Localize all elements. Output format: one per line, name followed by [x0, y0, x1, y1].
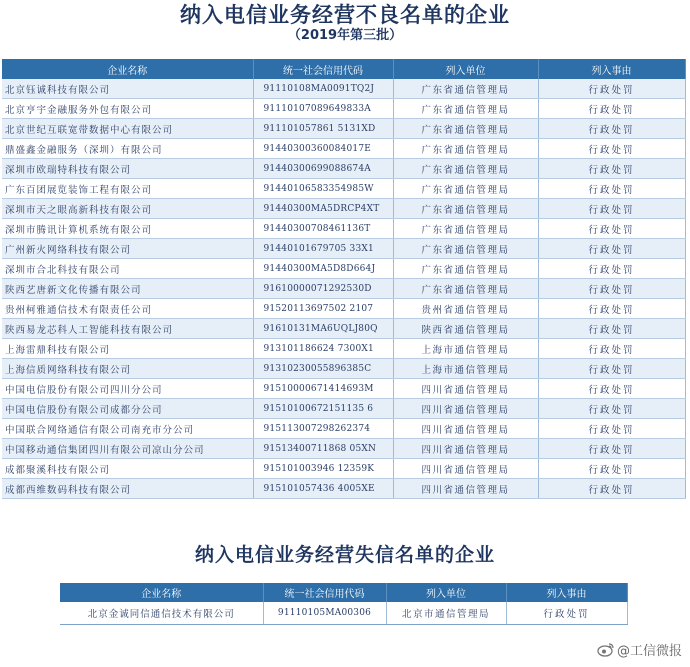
- table-row: [60, 602, 627, 625]
- credit-code-cell: 915101003946 12359K: [253, 459, 393, 479]
- header-credit-code: 统一社会信用代码: [253, 59, 393, 79]
- bad-list-table: [2, 59, 686, 499]
- header-listing-unit: 列入单位: [393, 59, 538, 79]
- listing-reason-cell: 行政处罚: [538, 399, 685, 419]
- listing-reason-cell: 行政处罚: [538, 339, 685, 359]
- company-name-cell: 陕西易龙芯科人工智能科技有限公司: [2, 319, 253, 339]
- company-name-cell: 深圳市天之眼高新科技有限公司: [2, 199, 253, 219]
- company-name-cell: 上海雷鼎科技有限公司: [2, 339, 253, 359]
- credit-code-cell: 91510100672151135 6: [253, 399, 393, 419]
- company-name-cell: 广州新火网络科技有限公司: [2, 239, 253, 259]
- table-row: [2, 179, 685, 199]
- credit-code-cell: 91440300708461136T: [253, 219, 393, 239]
- company-name-cell: 深圳市腾讯计算机系统有限公司: [2, 219, 253, 239]
- listing-reason-cell: 行政处罚: [538, 279, 685, 299]
- listing-unit-cell: 广东省通信管理局: [393, 119, 538, 139]
- company-name-cell: 上海信质网络科技有限公司: [2, 359, 253, 379]
- company-name-cell: 广东百团展览装饰工程有限公司: [2, 179, 253, 199]
- header-listing-reason: 列入事由: [538, 59, 685, 79]
- listing-reason-cell: 行政处罚: [538, 139, 685, 159]
- credit-code-cell: 91110107089649833A: [253, 99, 393, 119]
- weibo-icon: [597, 642, 615, 657]
- listing-reason-cell: 行政处罚: [538, 99, 685, 119]
- credit-code-cell: 91520113697502 2107: [253, 299, 393, 319]
- company-name-cell: 北京钰诚科技有限公司: [2, 79, 253, 99]
- company-name-cell: 成都聚溪科技有限公司: [2, 459, 253, 479]
- company-name-cell: 陕西艺唐新文化传播有限公司: [2, 279, 253, 299]
- listing-reason-cell: 行政处罚: [538, 359, 685, 379]
- company-name-cell: 中国电信股份有限公司成都分公司: [2, 399, 253, 419]
- company-name-cell: 北京金诚同信通信技术有限公司: [60, 602, 263, 625]
- listing-unit-cell: 上海市通信管理局: [393, 359, 538, 379]
- listing-reason-cell: 行政处罚: [538, 379, 685, 399]
- table-row: [2, 119, 685, 139]
- listing-reason-cell: 行政处罚: [538, 239, 685, 259]
- company-name-cell: 中国移动通信集团四川有限公司凉山分公司: [2, 439, 253, 459]
- table-row: [2, 259, 685, 279]
- listing-reason-cell: 行政处罚: [538, 119, 685, 139]
- listing-reason-cell: 行政处罚: [538, 79, 685, 99]
- table-row: [2, 79, 685, 99]
- listing-unit-cell: 四川省通信管理局: [393, 399, 538, 419]
- table-row: [2, 379, 685, 399]
- table-row: [2, 359, 685, 379]
- credit-code-cell: 91513400711868 05XN: [253, 439, 393, 459]
- listing-unit-cell: 四川省通信管理局: [393, 479, 538, 499]
- listing-reason-cell: 行政处罚: [538, 479, 685, 499]
- header-listing-unit: 列入单位: [386, 583, 506, 602]
- header-company-name: 企业名称: [2, 59, 253, 79]
- table-row: [2, 279, 685, 299]
- listing-unit-cell: 四川省通信管理局: [393, 459, 538, 479]
- table-row: [2, 239, 685, 259]
- listing-reason-cell: 行政处罚: [538, 299, 685, 319]
- credit-code-cell: 91440101679705 33X1: [253, 239, 393, 259]
- credit-code-cell: 91510000671414693M: [253, 379, 393, 399]
- listing-reason-cell: 行政处罚: [538, 179, 685, 199]
- listing-reason-cell: 行政处罚: [538, 319, 685, 339]
- listing-unit-cell: 陕西省通信管理局: [393, 319, 538, 339]
- credit-code-cell: 91110105MA00306: [263, 602, 386, 625]
- table-row: [2, 139, 685, 159]
- credit-code-cell: 91440300MA5D8D664J: [253, 259, 393, 279]
- listing-unit-cell: 广东省通信管理局: [393, 159, 538, 179]
- table-row: [2, 439, 685, 459]
- listing-reason-cell: 行政处罚: [538, 459, 685, 479]
- section2-title: 纳入电信业务经营失信名单的企业: [194, 544, 495, 566]
- listing-unit-cell: 广东省通信管理局: [393, 139, 538, 159]
- table-header-row: [60, 583, 627, 602]
- credit-code-cell: 91440300360084017E: [253, 139, 393, 159]
- header-listing-reason: 列入事由: [506, 583, 627, 602]
- company-name-cell: 贵州柯雅通信技术有限责任公司: [2, 299, 253, 319]
- company-name-cell: 中国电信股份有限公司四川分公司: [2, 379, 253, 399]
- listing-unit-cell: 上海市通信管理局: [393, 339, 538, 359]
- table-row: [2, 399, 685, 419]
- header-credit-code: 统一社会信用代码: [263, 583, 386, 602]
- page-title: 纳入电信业务经营不良名单的企业: [180, 3, 510, 27]
- table-row: [2, 199, 685, 219]
- table-row: [2, 459, 685, 479]
- listing-unit-cell: 广东省通信管理局: [393, 219, 538, 239]
- dishonest-list-table: [60, 583, 628, 625]
- company-name-cell: 成都西维数码科技有限公司: [2, 479, 253, 499]
- company-name-cell: 中国联合网络通信有限公司南充市分公司: [2, 419, 253, 439]
- credit-code-cell: 91440300699088674A: [253, 159, 393, 179]
- credit-code-cell: 91610000071292530D: [253, 279, 393, 299]
- listing-unit-cell: 广东省通信管理局: [393, 79, 538, 99]
- table-row: [2, 419, 685, 439]
- listing-unit-cell: 广东省通信管理局: [393, 239, 538, 259]
- listing-unit-cell: 广东省通信管理局: [393, 259, 538, 279]
- table-row: [2, 319, 685, 339]
- listing-reason-cell: 行政处罚: [538, 159, 685, 179]
- listing-reason-cell: 行政处罚: [538, 439, 685, 459]
- company-name-cell: 深圳市合北科技有限公司: [2, 259, 253, 279]
- listing-reason-cell: 行政处罚: [538, 419, 685, 439]
- watermark-text: @工信微报: [616, 644, 682, 659]
- listing-unit-cell: 广东省通信管理局: [393, 179, 538, 199]
- table-row: [2, 299, 685, 319]
- credit-code-cell: 911101057861 5131XD: [253, 119, 393, 139]
- company-name-cell: 鼎盛鑫金融服务（深圳）有限公司: [2, 139, 253, 159]
- watermark: [597, 640, 682, 659]
- credit-code-cell: 915101057436 4005XE: [253, 479, 393, 499]
- listing-unit-cell: 广东省通信管理局: [393, 279, 538, 299]
- credit-code-cell: 91610131MA6UQLJ80Q: [253, 319, 393, 339]
- listing-unit-cell: 四川省通信管理局: [393, 439, 538, 459]
- listing-unit-cell: 广东省通信管理局: [393, 199, 538, 219]
- listing-unit-cell: 广东省通信管理局: [393, 99, 538, 119]
- listing-unit-cell: 四川省通信管理局: [393, 419, 538, 439]
- company-name-cell: 北京世纪互联宽带数据中心有限公司: [2, 119, 253, 139]
- credit-code-cell: 915113007298262374: [253, 419, 393, 439]
- listing-unit-cell: 四川省通信管理局: [393, 379, 538, 399]
- credit-code-cell: 91440106583354985W: [253, 179, 393, 199]
- credit-code-cell: 91310230055896385C: [253, 359, 393, 379]
- listing-reason-cell: 行政处罚: [506, 602, 627, 625]
- listing-reason-cell: 行政处罚: [538, 259, 685, 279]
- table-row: [2, 159, 685, 179]
- listing-unit-cell: 北京市通信管理局: [386, 602, 506, 625]
- table-row: [2, 99, 685, 119]
- table-row: [2, 339, 685, 359]
- company-name-cell: 北京亨宇金融服务外包有限公司: [2, 99, 253, 119]
- credit-code-cell: 91110108MA0091TQ2J: [253, 79, 393, 99]
- credit-code-cell: 91440300MA5DRCP4XT: [253, 199, 393, 219]
- credit-code-cell: 913101186624 7300X1: [253, 339, 393, 359]
- table-row: [2, 219, 685, 239]
- page-subtitle: （2019年第三批）: [287, 28, 403, 43]
- company-name-cell: 深圳市欧瑞特科技有限公司: [2, 159, 253, 179]
- listing-reason-cell: 行政处罚: [538, 199, 685, 219]
- listing-reason-cell: 行政处罚: [538, 219, 685, 239]
- header-company-name: 企业名称: [60, 583, 263, 602]
- table-header-row: [2, 59, 685, 79]
- listing-unit-cell: 贵州省通信管理局: [393, 299, 538, 319]
- table-row: [2, 479, 685, 499]
